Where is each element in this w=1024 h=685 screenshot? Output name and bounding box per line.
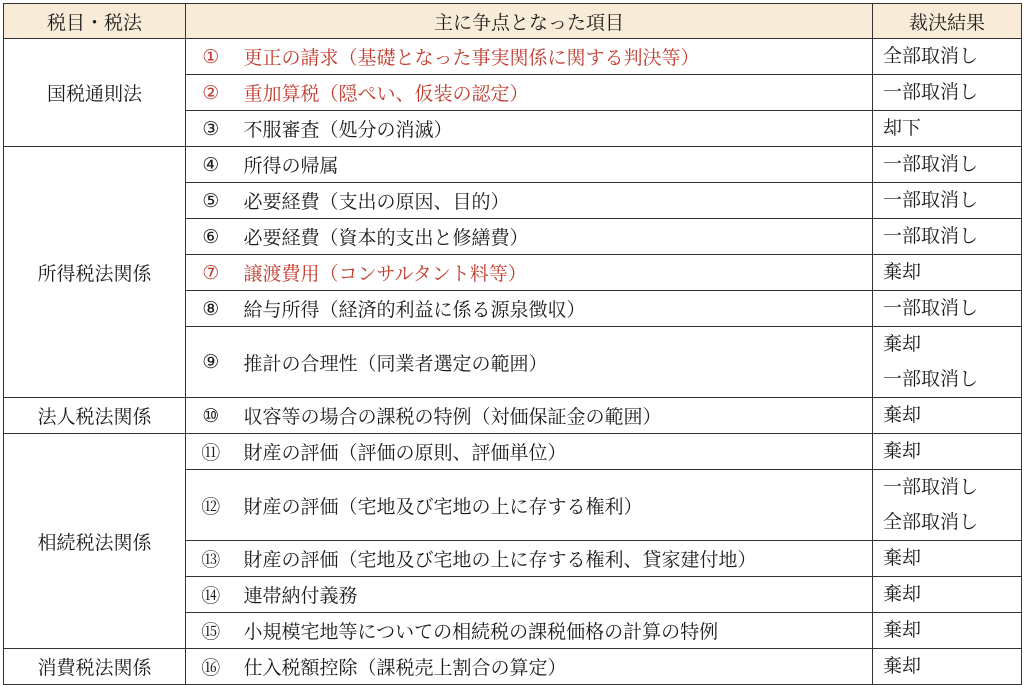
item-number: ⑪ [186, 434, 236, 470]
item-description: 給与所得（経済的利益に係る源泉徴収） [236, 291, 873, 327]
result-value: 棄却 [883, 404, 922, 426]
item-description: 更正の請求（基礎となった事実関係に関する判決等） [236, 39, 873, 75]
item-number: ③ [186, 111, 236, 147]
result-value: 一部取消し [883, 476, 979, 498]
item-description: 推計の合理性（同業者選定の範囲） [236, 327, 873, 398]
item-number: ⑯ [186, 649, 236, 685]
item-number: ⑥ [186, 219, 236, 255]
item-description: 不服審査（処分の消滅） [236, 111, 873, 147]
item-number: ⑧ [186, 291, 236, 327]
item-number: ⑬ [186, 541, 236, 577]
category-cell: 消費税法関係 [4, 649, 186, 685]
result-cell [873, 470, 1022, 541]
item-description: 連帯納付義務 [236, 577, 873, 613]
item-number: ④ [186, 147, 236, 183]
result-value: 棄却 [883, 440, 922, 462]
result-value: 棄却 [883, 655, 922, 677]
result-value: 一部取消し [883, 368, 979, 390]
item-number: ① [186, 39, 236, 75]
item-description: 小規模宅地等についての相続税の課税価格の計算の特例 [236, 613, 873, 649]
item-number: ⑤ [186, 183, 236, 219]
result-value: 却下 [883, 117, 922, 139]
header-result: 裁決結果 [873, 4, 1022, 39]
item-number: ⑭ [186, 577, 236, 613]
item-number: ⑩ [186, 398, 236, 434]
result-value: 一部取消し [883, 81, 979, 103]
item-number: ⑮ [186, 613, 236, 649]
result-cell [873, 183, 1022, 219]
item-description: 必要経費（支出の原因、目的） [236, 183, 873, 219]
result-cell [873, 398, 1022, 434]
result-cell [873, 111, 1022, 147]
result-cell [873, 219, 1022, 255]
header-category: 税目・税法 [4, 4, 186, 39]
item-description: 所得の帰属 [236, 147, 873, 183]
item-number: ⑨ [186, 327, 236, 398]
result-cell [873, 291, 1022, 327]
item-number: ⑫ [186, 470, 236, 541]
category-cell: 法人税法関係 [4, 398, 186, 434]
result-value: 棄却 [883, 583, 922, 605]
item-description: 重加算税（隠ぺい、仮装の認定） [236, 75, 873, 111]
item-description: 財産の評価（宅地及び宅地の上に存する権利） [236, 470, 873, 541]
table-row [4, 649, 1022, 685]
item-number: ② [186, 75, 236, 111]
result-cell [873, 39, 1022, 75]
result-value: 棄却 [883, 333, 922, 355]
category-cell: 国税通則法 [4, 39, 186, 147]
item-description: 譲渡費用（コンサルタント料等） [236, 255, 873, 291]
category-cell: 相続税法関係 [4, 434, 186, 649]
header-item: 主に争点となった項目 [186, 4, 873, 39]
category-cell: 所得税法関係 [4, 147, 186, 398]
result-value: 棄却 [883, 619, 922, 641]
table-row [4, 434, 1022, 470]
result-value: 一部取消し [883, 189, 979, 211]
item-description: 財産の評価（評価の原則、評価単位） [236, 434, 873, 470]
result-value: 一部取消し [883, 225, 979, 247]
item-number: ⑦ [186, 255, 236, 291]
result-cell [873, 541, 1022, 577]
item-description: 仕入税額控除（課税売上割合の算定） [236, 649, 873, 685]
result-value: 棄却 [883, 547, 922, 569]
result-value: 全部取消し [883, 45, 979, 67]
result-value: 棄却 [883, 261, 922, 283]
result-value: 一部取消し [883, 297, 979, 319]
item-description: 収容等の場合の課税の特例（対価保証金の範囲） [236, 398, 873, 434]
result-cell [873, 75, 1022, 111]
result-cell [873, 434, 1022, 470]
result-cell [873, 649, 1022, 685]
table-header-row [4, 4, 1022, 39]
item-description: 必要経費（資本的支出と修繕費） [236, 219, 873, 255]
tax-rulings-table [3, 3, 1022, 685]
result-value: 全部取消し [883, 511, 979, 533]
table-row [4, 39, 1022, 75]
result-cell [873, 327, 1022, 398]
table-body [4, 39, 1022, 685]
result-value: 一部取消し [883, 153, 979, 175]
table-row [4, 147, 1022, 183]
result-cell [873, 613, 1022, 649]
item-description: 財産の評価（宅地及び宅地の上に存する権利、貸家建付地） [236, 541, 873, 577]
result-cell [873, 147, 1022, 183]
table-row [4, 398, 1022, 434]
result-cell [873, 577, 1022, 613]
result-cell [873, 255, 1022, 291]
